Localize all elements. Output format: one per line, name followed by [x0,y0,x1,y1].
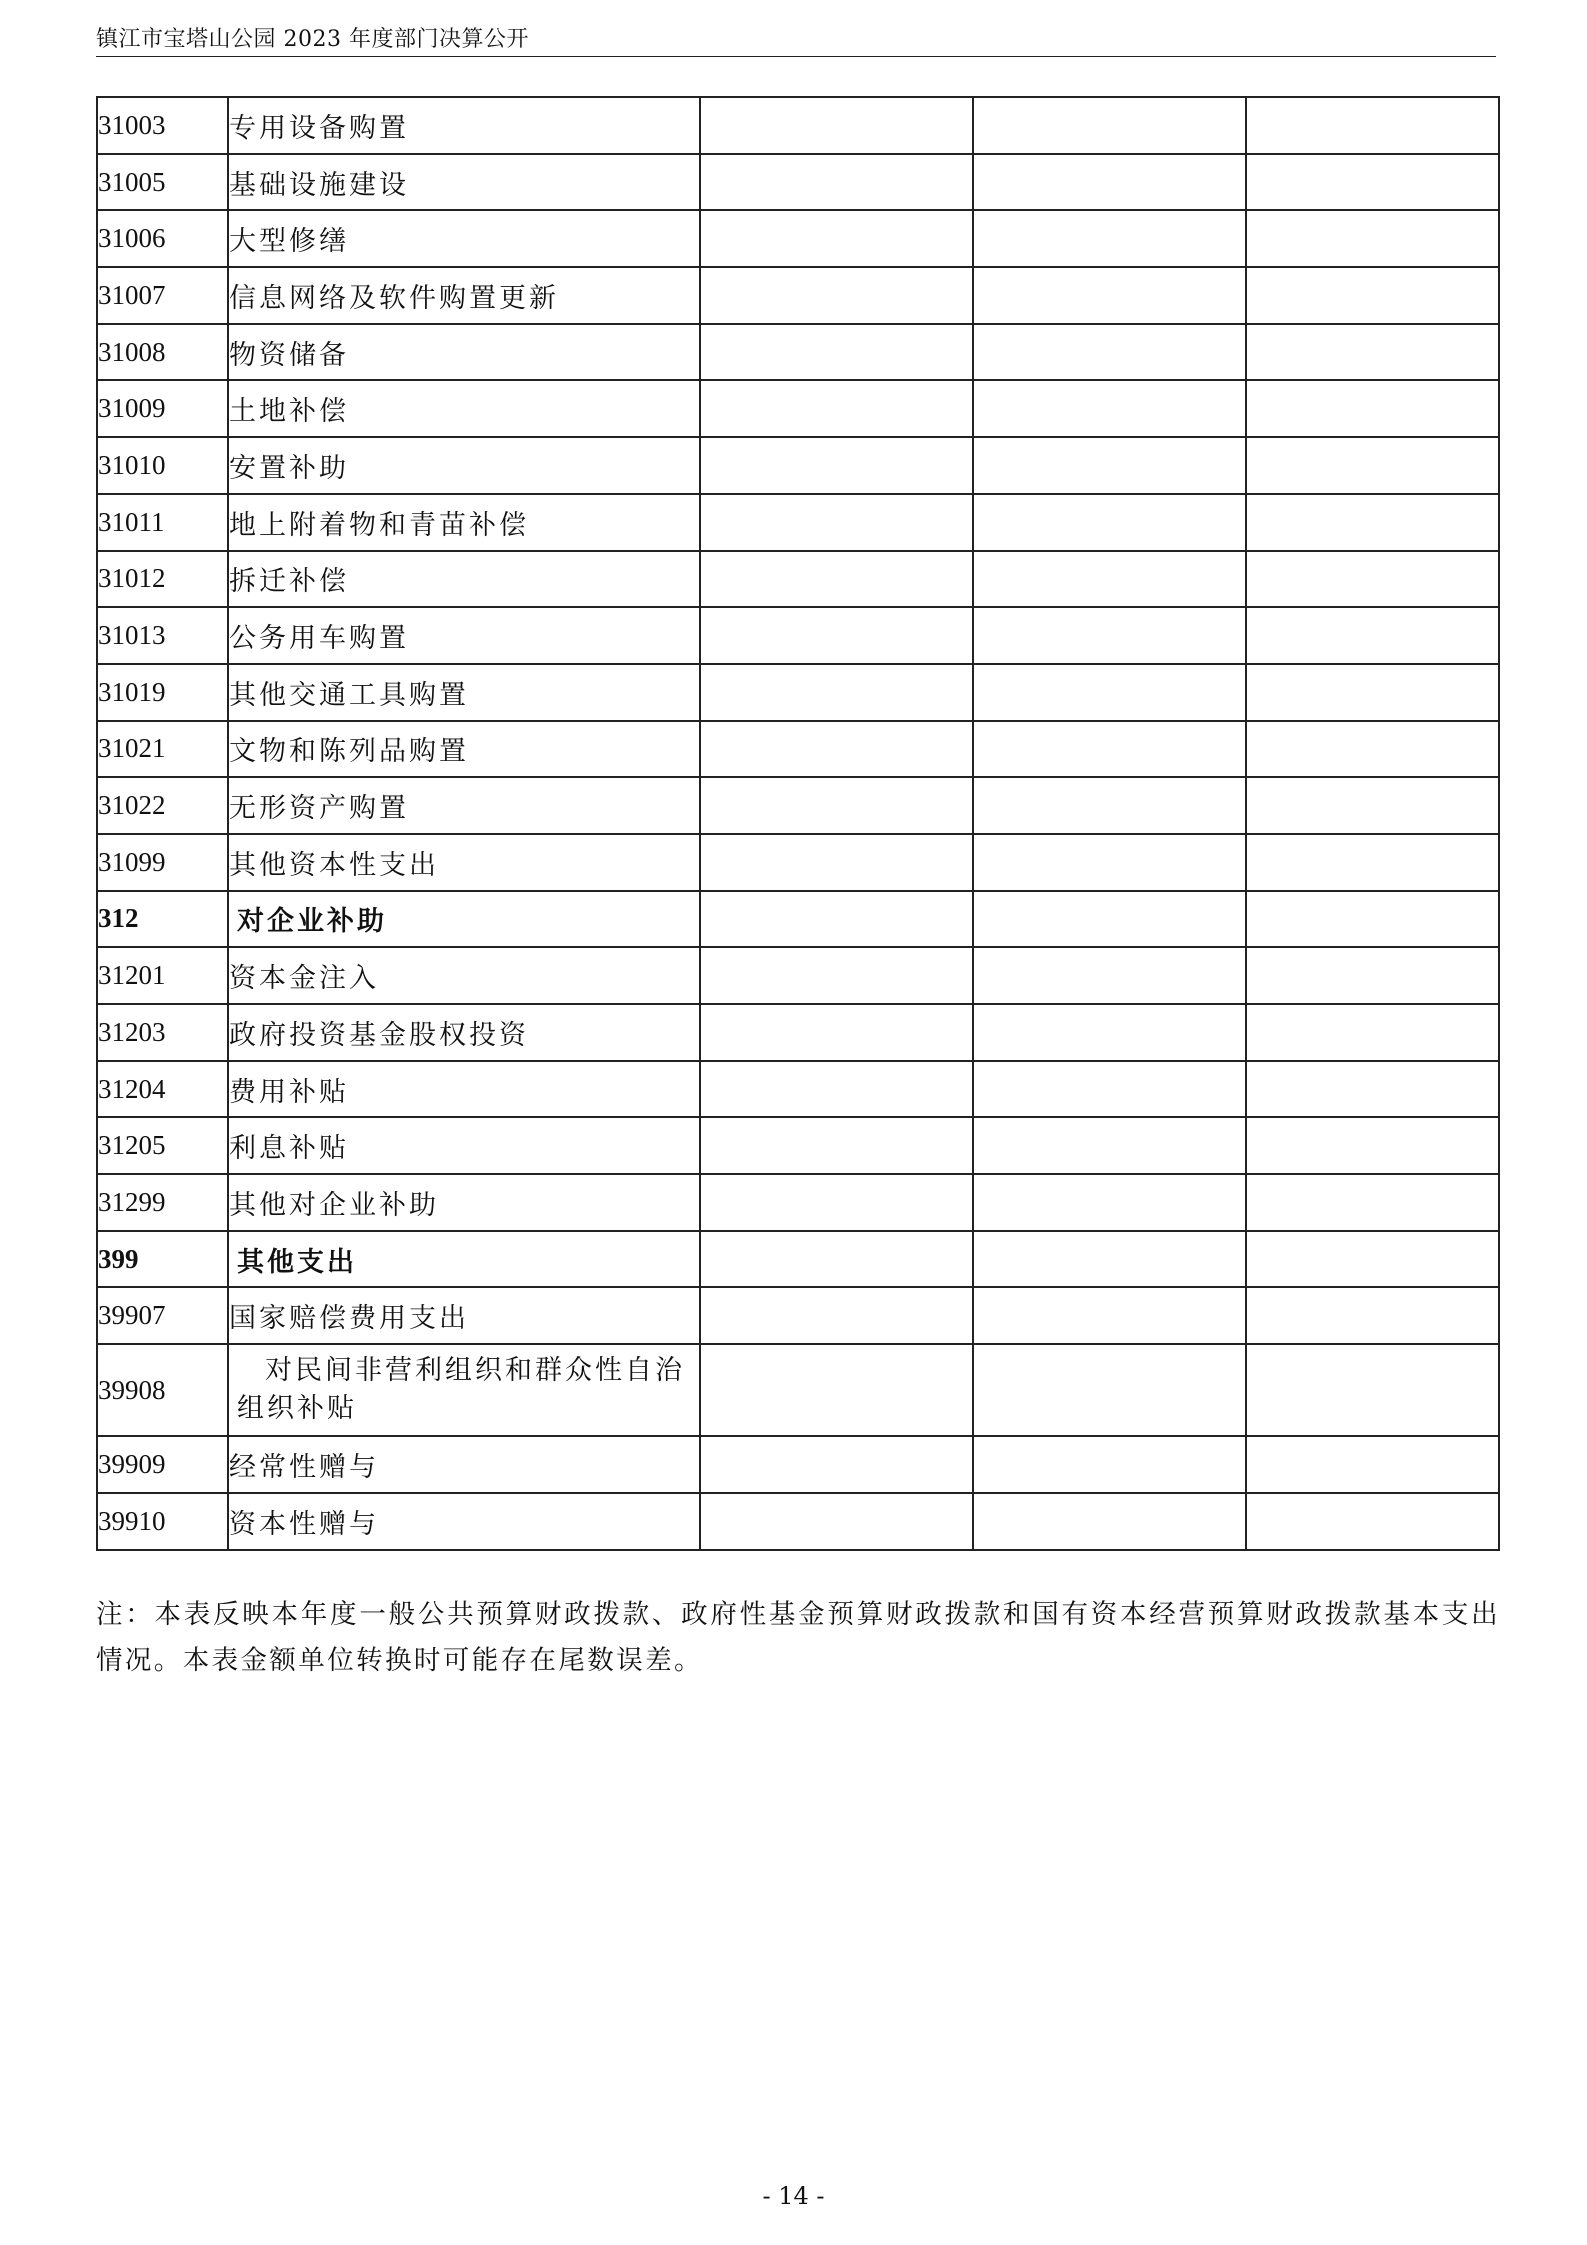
row-amount-cell-2 [973,721,1246,778]
row-amount-cell-3 [1246,1436,1499,1493]
row-amount-cell-1 [700,947,973,1004]
row-amount-cell-1 [700,607,973,664]
row-name-cell: 其他交通工具购置 [228,664,700,721]
row-name-cell: 土地补偿 [228,380,700,437]
row-name-cell: 专用设备购置 [228,97,700,154]
row-amount-cell-1 [700,1174,973,1231]
table-row [97,1061,1499,1118]
table-row [97,551,1499,608]
row-amount-cell-1 [700,1287,973,1344]
row-amount-cell-1 [700,777,973,834]
table-row [97,1344,1499,1436]
row-name-cell: 政府投资基金股权投资 [228,1004,700,1061]
header-divider [96,56,1496,57]
row-code-cell: 31005 [97,154,228,211]
row-amount-cell-3 [1246,267,1499,324]
row-amount-cell-1 [700,1344,973,1436]
row-name-cell: 经常性赠与 [228,1436,700,1493]
table-row [97,380,1499,437]
row-amount-cell-3 [1246,664,1499,721]
row-name-cell: 资本金注入 [228,947,700,1004]
row-name-cell: 费用补贴 [228,1061,700,1118]
row-amount-cell-3 [1246,1231,1499,1288]
row-name-cell: 安置补助 [228,437,700,494]
row-amount-cell-1 [700,834,973,891]
row-name-cell: 资本性赠与 [228,1493,700,1550]
row-amount-cell-3 [1246,437,1499,494]
row-amount-cell-3 [1246,494,1499,551]
table-row [97,834,1499,891]
row-amount-cell-1 [700,97,973,154]
row-amount-cell-3 [1246,1117,1499,1174]
table-row [97,947,1499,1004]
row-amount-cell-1 [700,210,973,267]
row-amount-cell-2 [973,210,1246,267]
row-amount-cell-3 [1246,1344,1499,1436]
row-name-cell: 大型修缮 [228,210,700,267]
row-code-cell: 31019 [97,664,228,721]
row-amount-cell-1 [700,664,973,721]
row-amount-cell-3 [1246,380,1499,437]
row-code-cell: 39908 [97,1344,228,1436]
row-code-cell: 312 [97,891,228,948]
row-amount-cell-1 [700,154,973,211]
row-amount-cell-2 [973,1004,1246,1061]
row-amount-cell-3 [1246,551,1499,608]
row-code-cell: 31204 [97,1061,228,1118]
row-amount-cell-1 [700,1061,973,1118]
row-amount-cell-1 [700,267,973,324]
row-code-cell: 31008 [97,324,228,381]
row-amount-cell-2 [973,1061,1246,1118]
row-amount-cell-2 [973,494,1246,551]
row-name-cell: 利息补贴 [228,1117,700,1174]
row-name-cell: 拆迁补偿 [228,551,700,608]
table-row [97,1004,1499,1061]
table-row [97,1231,1499,1288]
row-amount-cell-2 [973,1493,1246,1550]
row-code-cell: 31009 [97,380,228,437]
row-amount-cell-3 [1246,1174,1499,1231]
row-amount-cell-1 [700,494,973,551]
table-row [97,1287,1499,1344]
row-amount-cell-2 [973,380,1246,437]
table-row [97,494,1499,551]
row-code-cell: 31099 [97,834,228,891]
row-name-cell: 无形资产购置 [228,777,700,834]
row-amount-cell-3 [1246,1287,1499,1344]
row-amount-cell-2 [973,551,1246,608]
row-amount-cell-2 [973,154,1246,211]
row-code-cell: 399 [97,1231,228,1288]
table-row [97,1436,1499,1493]
row-amount-cell-3 [1246,777,1499,834]
row-code-cell: 31203 [97,1004,228,1061]
row-code-cell: 31021 [97,721,228,778]
row-code-cell: 31007 [97,267,228,324]
table-row [97,267,1499,324]
row-name-cell: 对民间非营利组织和群众性自治组织补贴 [228,1344,700,1436]
row-code-cell: 31003 [97,97,228,154]
document-header-title: 镇江市宝塔山公园 2023 年度部门决算公开 [96,27,529,52]
row-code-cell: 31006 [97,210,228,267]
row-amount-cell-2 [973,1231,1246,1288]
row-amount-cell-2 [973,437,1246,494]
row-name-cell: 公务用车购置 [228,607,700,664]
row-code-cell: 31201 [97,947,228,1004]
table-row [97,777,1499,834]
table-row [97,1117,1499,1174]
row-name-cell: 其他支出 [228,1231,700,1288]
table-row [97,437,1499,494]
row-name-cell: 国家赔偿费用支出 [228,1287,700,1344]
row-amount-cell-2 [973,97,1246,154]
row-name-cell: 其他资本性支出 [228,834,700,891]
row-amount-cell-3 [1246,947,1499,1004]
table-row [97,1493,1499,1550]
expenditure-table-body [97,97,1499,1550]
page-number: - 14 - [762,2182,825,2210]
row-amount-cell-3 [1246,607,1499,664]
row-amount-cell-2 [973,1174,1246,1231]
row-code-cell: 39907 [97,1287,228,1344]
row-code-cell: 39910 [97,1493,228,1550]
row-amount-cell-2 [973,664,1246,721]
row-amount-cell-2 [973,947,1246,1004]
row-code-cell: 31011 [97,494,228,551]
row-name-cell: 信息网络及软件购置更新 [228,267,700,324]
row-amount-cell-2 [973,891,1246,948]
row-amount-cell-3 [1246,1004,1499,1061]
table-row [97,721,1499,778]
row-amount-cell-1 [700,1117,973,1174]
row-code-cell: 31299 [97,1174,228,1231]
row-amount-cell-3 [1246,1493,1499,1550]
row-amount-cell-2 [973,607,1246,664]
row-amount-cell-3 [1246,1061,1499,1118]
row-amount-cell-3 [1246,97,1499,154]
row-amount-cell-1 [700,1004,973,1061]
row-name-cell: 其他对企业补助 [228,1174,700,1231]
table-row [97,607,1499,664]
row-amount-cell-1 [700,437,973,494]
row-amount-cell-3 [1246,721,1499,778]
table-footnote: 注：本表反映本年度一般公共预算财政拨款、政府性基金预算财政拨款和国有资本经营预算财政拨款基本支出情况。本表金额单位转换时可能存在尾数误差。 [96,1599,1500,1676]
expenditure-table [96,96,1500,1551]
row-amount-cell-1 [700,1436,973,1493]
table-row [97,210,1499,267]
table-row [97,1174,1499,1231]
row-amount-cell-1 [700,324,973,381]
row-name-cell: 地上附着物和青苗补偿 [228,494,700,551]
row-amount-cell-1 [700,1231,973,1288]
table-row [97,154,1499,211]
table-row [97,97,1499,154]
row-amount-cell-2 [973,834,1246,891]
row-name-cell: 文物和陈列品购置 [228,721,700,778]
row-code-cell: 39909 [97,1436,228,1493]
row-amount-cell-2 [973,1117,1246,1174]
row-name-cell: 基础设施建设 [228,154,700,211]
row-code-cell: 31013 [97,607,228,664]
row-name-cell: 对企业补助 [228,891,700,948]
row-code-cell: 31022 [97,777,228,834]
row-amount-cell-2 [973,1344,1246,1436]
row-code-cell: 31010 [97,437,228,494]
table-row [97,891,1499,948]
row-amount-cell-3 [1246,834,1499,891]
table-row [97,324,1499,381]
row-amount-cell-1 [700,380,973,437]
row-code-cell: 31012 [97,551,228,608]
row-amount-cell-2 [973,324,1246,381]
row-amount-cell-3 [1246,891,1499,948]
row-amount-cell-1 [700,891,973,948]
row-amount-cell-3 [1246,210,1499,267]
row-amount-cell-2 [973,1287,1246,1344]
table-row [97,664,1499,721]
row-code-cell: 31205 [97,1117,228,1174]
row-amount-cell-2 [973,1436,1246,1493]
row-amount-cell-2 [973,267,1246,324]
row-amount-cell-3 [1246,154,1499,211]
row-amount-cell-3 [1246,324,1499,381]
row-amount-cell-1 [700,551,973,608]
row-amount-cell-1 [700,1493,973,1550]
row-name-cell: 物资储备 [228,324,700,381]
row-amount-cell-2 [973,777,1246,834]
row-amount-cell-1 [700,721,973,778]
